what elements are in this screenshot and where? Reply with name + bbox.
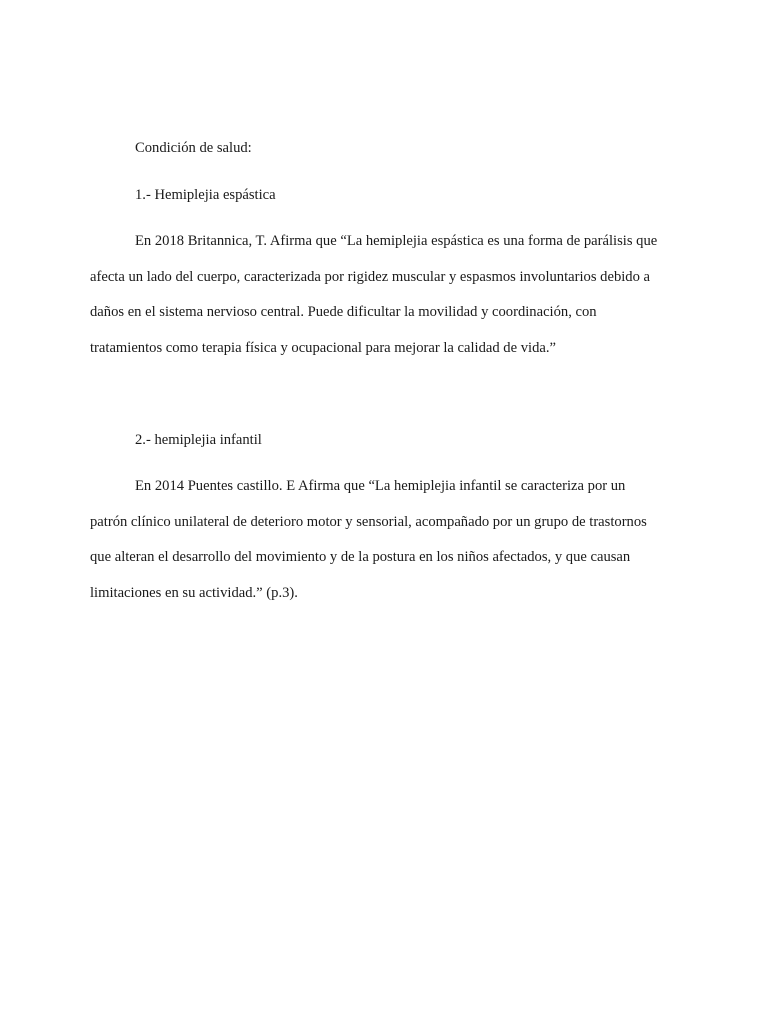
paragraph-1-line-3: daños en el sistema nervioso central. Puede dificultar la movilidad y coordinación, con [90,304,597,320]
paragraph-1-line-2: afecta un lado del cuerpo, caracterizada por rigidez muscular y espasmos involuntarios debido a [90,269,651,285]
paragraph-1-line-1: En 2018 Britannica, T. Afirma que “La hemiplejia espástica es una forma de parálisis que [135,233,658,249]
paragraph-2-line-3: que alteran el desarrollo del movimiento y de la postura en los niños afectados, y que causan [90,549,631,565]
section-title-1: 1.- Hemiplejia espástica [135,187,276,203]
section-title-2: 2.- hemiplejia infantil [135,432,262,448]
paragraph-2-line-4: limitaciones en su actividad.” (p.3). [90,585,298,601]
paragraph-1-line-4: tratamientos como terapia física y ocupacional para mejorar la calidad de vida.” [90,340,556,356]
document-heading: Condición de salud: [135,140,252,156]
paragraph-2-line-2: patrón clínico unilateral de deterioro motor y sensorial, acompañado por un grupo de trastornos [90,514,647,530]
paragraph-2-line-1: En 2014 Puentes castillo. E Afirma que “La hemiplejia infantil se caracteriza por un [135,478,626,494]
